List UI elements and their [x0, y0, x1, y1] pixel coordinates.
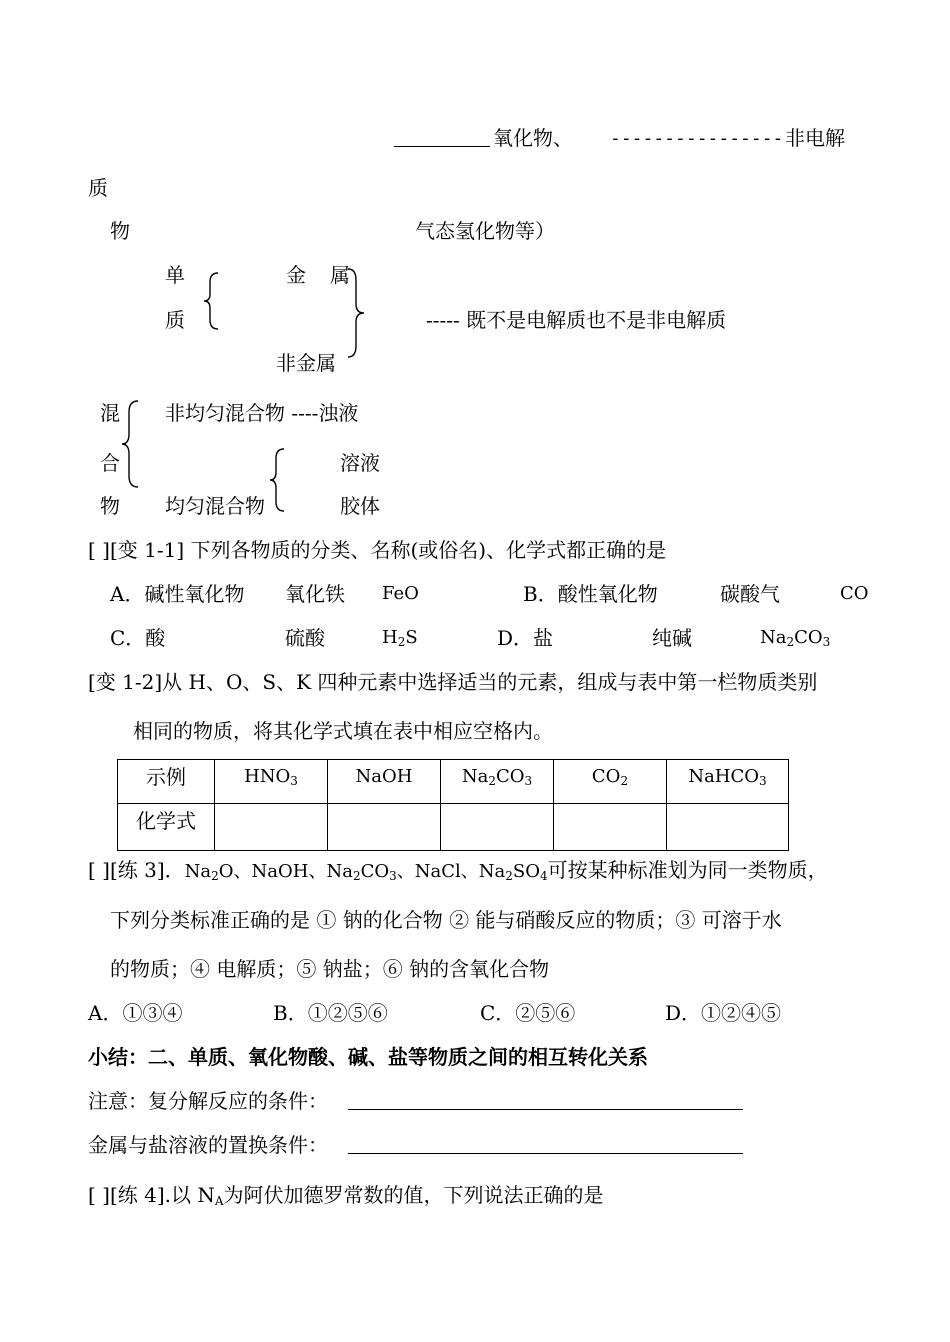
q3-option-d: D．①②④⑤	[665, 1001, 782, 1025]
q1-option-d-label: D．盐	[497, 626, 554, 650]
table-header-formula: 化学式	[118, 804, 215, 851]
blank-line[interactable]	[394, 146, 490, 147]
uniform-mixture: 均匀混合物	[165, 494, 265, 518]
q3-option-a: A．①③④	[88, 1001, 183, 1025]
q1-option-b-name: 碳酸气	[720, 582, 780, 606]
left-brace	[202, 272, 220, 330]
summary-title: 小结：二、单质、氧化物酸、碱、盐等物质之间的相互转化关系	[88, 1045, 648, 1069]
q1-option-b-label: B．酸性氧化物	[523, 582, 658, 606]
q1-option-a-formula: FeO	[382, 583, 419, 604]
q3-option-b: B．①②⑤⑥	[273, 1001, 388, 1025]
q1-option-b-formula: CO	[840, 583, 869, 604]
right-brace	[346, 268, 368, 358]
q3-line2: 下列分类标准正确的是 ① 钠的化合物 ② 能与硝酸反应的物质；③ 可溶于水	[110, 908, 782, 932]
table-row	[118, 804, 789, 851]
gas-hydride-text: 气态氢化物等）	[415, 219, 555, 243]
table-input-cell[interactable]	[554, 804, 667, 851]
oxide-text: 氧化物、	[493, 126, 573, 150]
q1-option-d-name: 纯碱	[652, 626, 692, 650]
q1-option-c-label: C．酸	[110, 626, 166, 650]
table-cell: NaHCO$_3$	[667, 760, 789, 804]
zhi-char: 质	[165, 308, 185, 332]
q1-option-a-name: 氧化铁	[285, 582, 345, 606]
dan-char: 单	[165, 263, 185, 287]
q3-stem: [ ][练 3]．$Na_2O$、NaOH、$Na_2CO_3$、NaCl、$Na_2SO_4$可按某种标准划为同一类物质，	[88, 858, 828, 883]
nonelectrolyte-text: 非电解	[785, 126, 845, 150]
q1-option-d-formula: $Na_2CO_3$	[760, 627, 831, 649]
q3-line3: 的物质；④ 电解质；⑤ 钠盐；⑥ 钠的含氧化合物	[110, 957, 550, 981]
nonmetal-text: 非金属	[276, 351, 336, 375]
zhi-text: 质	[88, 176, 108, 200]
blank-line-2[interactable]	[348, 1153, 743, 1154]
table-header-example: 示例	[118, 760, 215, 804]
note-double-decomposition: 注意：复分解反应的条件：	[88, 1089, 328, 1113]
q1-option-c-name: 硫酸	[285, 626, 325, 650]
blank-line-1[interactable]	[348, 1109, 743, 1110]
wu-char: 物	[100, 494, 120, 518]
q1-option-c-formula: $H_2S$	[382, 627, 418, 649]
note-displacement: 金属与盐溶液的置换条件：	[88, 1133, 328, 1157]
table-cell: $Na_2CO_3$	[441, 760, 554, 804]
hun-char: 混	[100, 401, 120, 425]
metal-shu: 属	[330, 263, 350, 287]
q2-line2: 相同的物质，将其化学式填在表中相应空格内。	[133, 719, 553, 743]
wu-text: 物	[110, 219, 130, 243]
q1-option-a-label: A．碱性氧化物	[110, 582, 245, 606]
metal-jin: 金	[286, 263, 306, 287]
table-cell: $HNO_3$	[215, 760, 328, 804]
uniform-brace	[268, 448, 286, 512]
table-input-cell[interactable]	[328, 804, 441, 851]
table-cell: NaOH	[328, 760, 441, 804]
q2-line1: [变 1-2]从 H、O、S、K 四种元素中选择适当的元素，组成与表中第一栏物质类别	[88, 670, 818, 694]
table-input-cell[interactable]	[667, 804, 789, 851]
nonuniform-mixture: 非均匀混合物 ----浊液	[165, 401, 359, 425]
solution-text: 溶液	[340, 451, 380, 475]
table-input-cell[interactable]	[441, 804, 554, 851]
dash-line: ----------------	[610, 128, 784, 149]
table-row	[118, 760, 789, 804]
he-char: 合	[100, 451, 120, 475]
mixture-brace	[120, 400, 140, 488]
q3-option-c: C．②⑤⑥	[480, 1001, 576, 1025]
table-cell: $CO_2$	[554, 760, 667, 804]
answer-table	[117, 759, 789, 851]
neither-text: ----- 既不是电解质也不是非电解质	[426, 308, 727, 332]
q4-stem: [ ][练 4].以 $N_A$为阿伏加德罗常数的值，下列说法正确的是	[88, 1183, 604, 1208]
table-input-cell[interactable]	[215, 804, 328, 851]
colloid-text: 胶体	[340, 494, 380, 518]
q1-stem: [ ][变 1-1] 下列各物质的分类、名称(或俗名)、化学式都正确的是	[88, 538, 667, 562]
